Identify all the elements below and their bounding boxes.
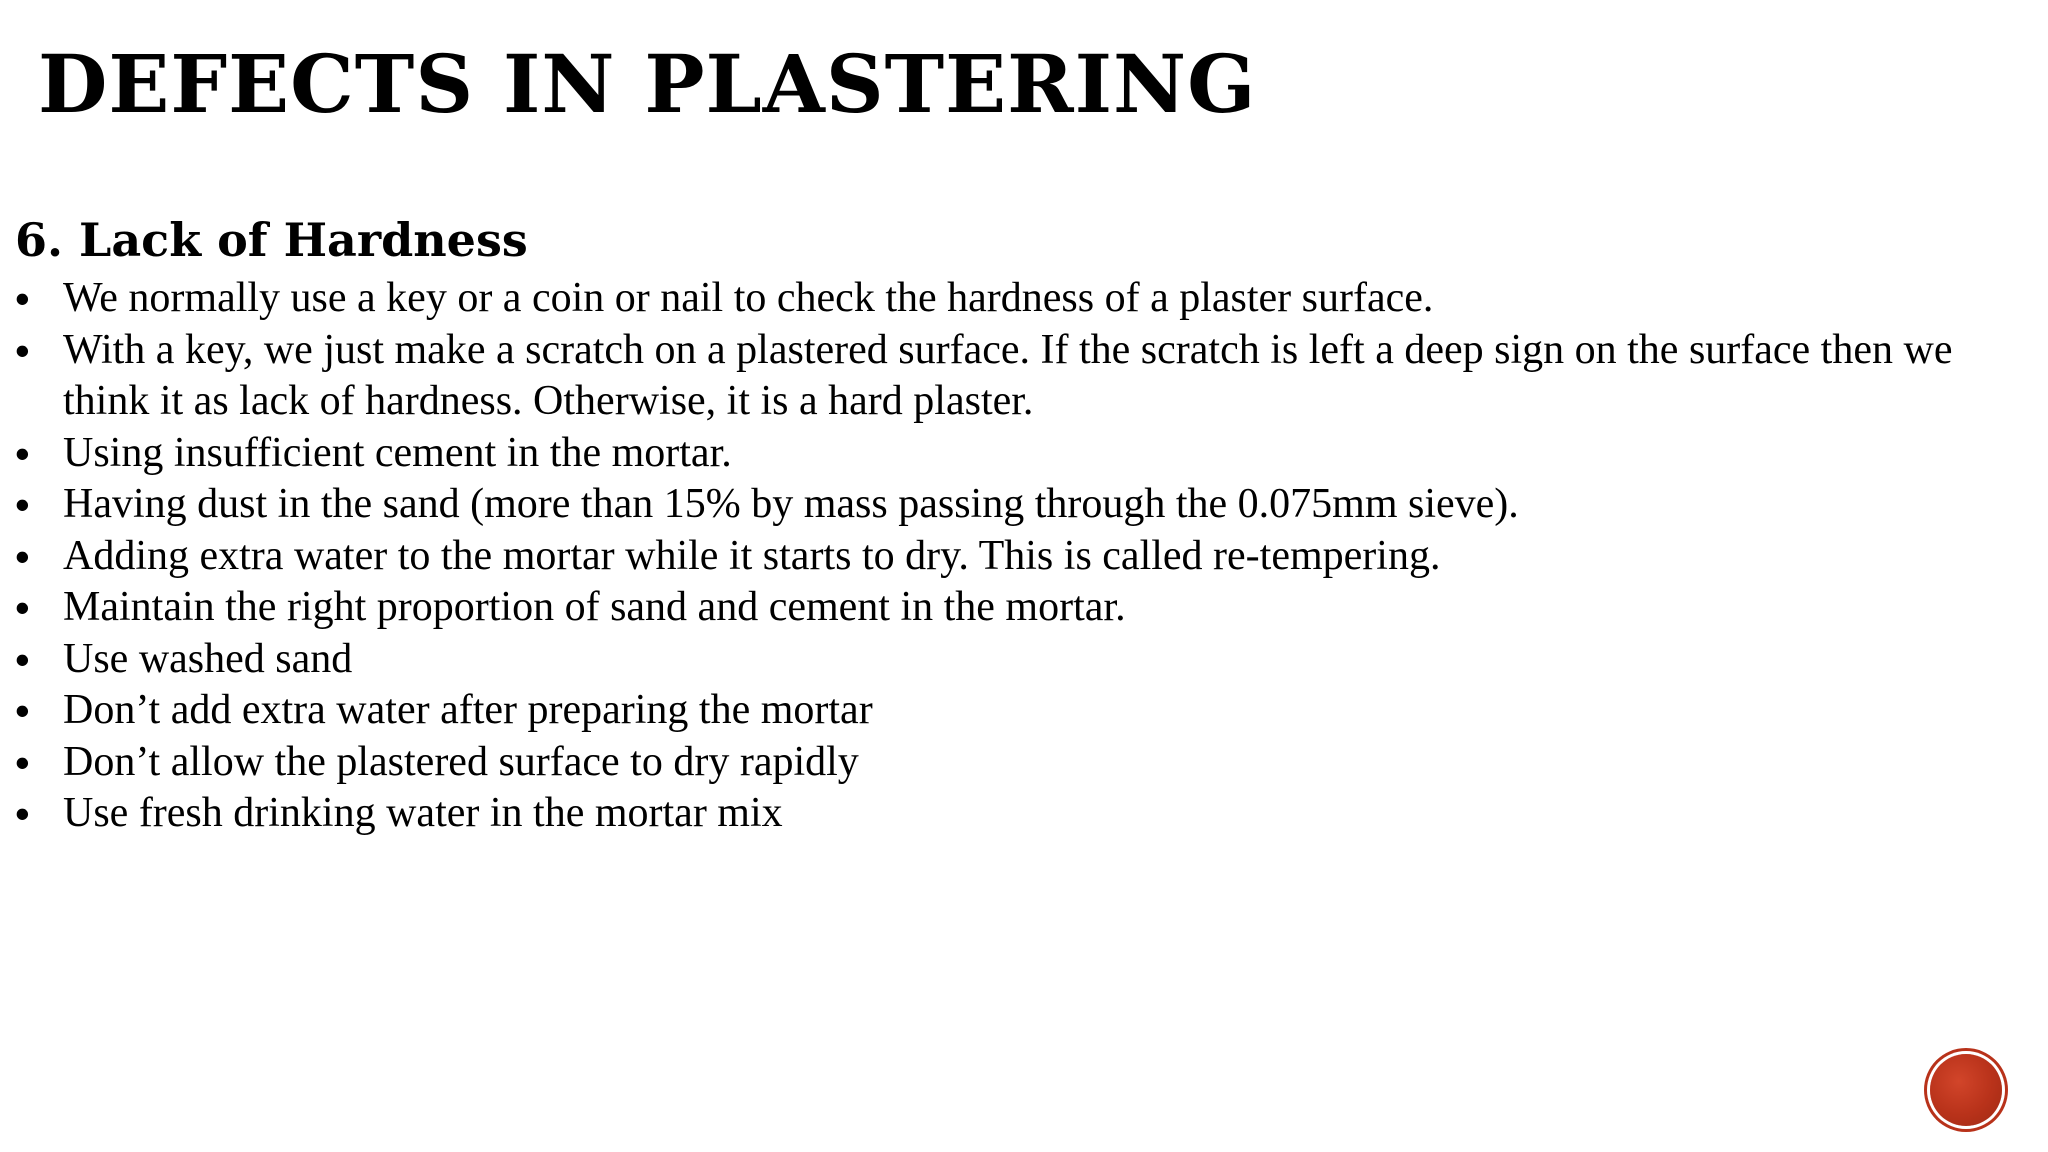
bullet-dot: • (15, 687, 30, 734)
bullet-item (15, 428, 2005, 480)
bullet-text: Having dust in the sand (more than 15% by mass passing through the 0.075mm sieve). (63, 481, 1519, 527)
bullet-text: Maintain the right proportion of sand and cement in the mortar. (63, 584, 1126, 630)
bullet-list (15, 273, 2005, 840)
bullet-dot: • (15, 738, 30, 786)
bullet-item (15, 531, 2005, 583)
bullet-dot: • (15, 275, 30, 322)
bullet-dot: • (15, 532, 30, 580)
bullet-text: Use washed sand (63, 635, 353, 682)
bullet-item (15, 582, 2005, 634)
bullet-dot: • (15, 429, 30, 477)
bullet-text: Using insufficient cement in the mortar. (63, 429, 732, 476)
bullet-text: Don’t add extra water after preparing the mortar (63, 687, 873, 733)
bullet-dot: • (15, 584, 30, 631)
slide-title: DEFECTS IN PLASTERING (38, 37, 1257, 131)
bullet-item (15, 634, 2005, 686)
bullet-text: With a key, we just make a scratch on a plastered surface. If the scratch is left a deep sign on the surface then we think it as lack of hardness. Otherwise, it is a hard plaster. (63, 326, 1953, 424)
bullet-dot: • (15, 790, 30, 837)
bullet-dot: • (15, 635, 30, 683)
bullet-dot: • (15, 481, 30, 528)
bullet-text: Use fresh drinking water in the mortar mix (63, 790, 783, 836)
corner-circle-icon (1930, 1054, 2002, 1126)
bullet-item (15, 737, 2005, 789)
bullet-text: Adding extra water to the mortar while it starts to dry. This is called re-tempering. (63, 532, 1441, 579)
bullet-item (15, 685, 2005, 737)
bullet-item (15, 479, 2005, 531)
bullet-text: We normally use a key or a coin or nail to check the hardness of a plaster surface. (63, 275, 1434, 321)
bullet-item (15, 788, 2005, 840)
bullet-text: Don’t allow the plastered surface to dry rapidly (63, 738, 859, 785)
bullet-item (15, 325, 2005, 428)
bullet-dot: • (15, 326, 30, 374)
section-heading: 6. Lack of Hardness (15, 213, 528, 267)
bullet-item (15, 273, 2005, 325)
